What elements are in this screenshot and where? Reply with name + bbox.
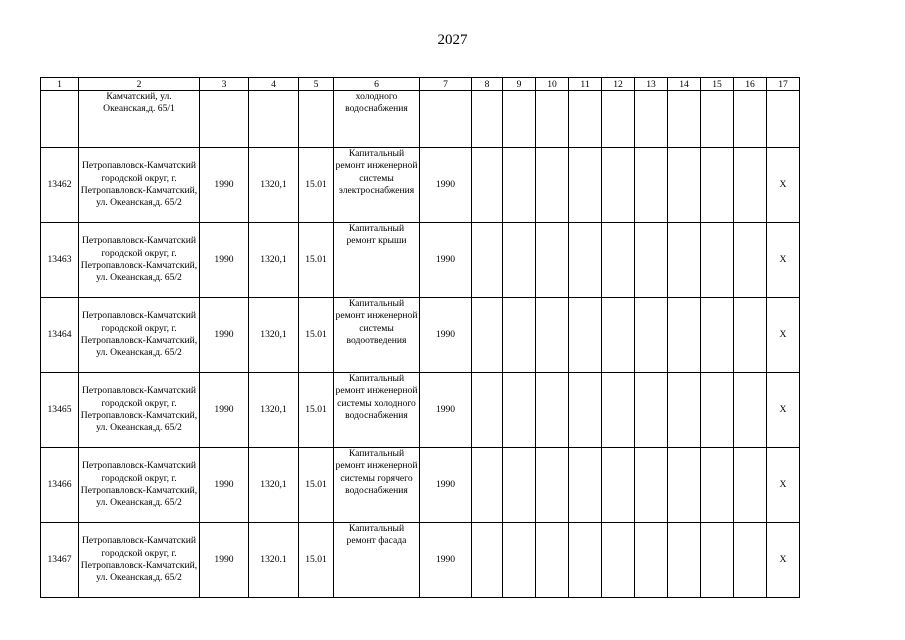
cell-empty	[569, 148, 602, 223]
table-row	[41, 148, 800, 223]
row-year-2: 1990	[420, 448, 472, 523]
column-header: 8	[472, 78, 503, 91]
cell-empty	[249, 91, 299, 148]
column-header: 13	[635, 78, 668, 91]
table-row	[41, 373, 800, 448]
cell-empty	[635, 148, 668, 223]
table-row	[41, 448, 800, 523]
row-year-2: 1990	[420, 223, 472, 298]
row-year: 1990	[200, 523, 249, 598]
column-header: 9	[503, 78, 536, 91]
cell-empty	[668, 448, 701, 523]
row-mark: X	[767, 223, 800, 298]
cell-empty	[668, 373, 701, 448]
cell-empty	[668, 223, 701, 298]
table-row	[41, 298, 800, 373]
cell-empty	[767, 91, 800, 148]
column-header: 2	[79, 78, 200, 91]
cell-empty	[602, 448, 635, 523]
cell-empty	[734, 91, 767, 148]
continuation-row	[41, 91, 800, 148]
row-year-2: 1990	[420, 523, 472, 598]
row-address: Петропавловск-Камчатский городской округ, г. Петропавловск-Камчатский, ул. Океанская,д. 65/2	[79, 448, 200, 523]
cell-empty	[701, 148, 734, 223]
row-area: 1320,1	[249, 148, 299, 223]
row-year: 1990	[200, 373, 249, 448]
row-year: 1990	[200, 298, 249, 373]
cell-empty	[701, 298, 734, 373]
column-header: 17	[767, 78, 800, 91]
cell-empty	[569, 448, 602, 523]
cell-empty	[536, 523, 569, 598]
row-work: Капитальный ремонт крыши	[334, 223, 420, 298]
cell-empty	[472, 91, 503, 148]
cell-empty	[503, 373, 536, 448]
row-id: 13464	[41, 298, 79, 373]
cell-empty	[668, 523, 701, 598]
row-year-2: 1990	[420, 373, 472, 448]
row-work: Капитальный ремонт инженерной системы водоотведения	[334, 298, 420, 373]
row-mark: X	[767, 373, 800, 448]
table-row	[41, 523, 800, 598]
cell-empty	[668, 91, 701, 148]
cell-empty	[734, 223, 767, 298]
cell-empty	[734, 523, 767, 598]
row-mark: X	[767, 448, 800, 523]
cell-empty	[472, 448, 503, 523]
row-work: Капитальный ремонт фасада	[334, 523, 420, 598]
cell-empty	[472, 298, 503, 373]
cell-empty	[602, 523, 635, 598]
column-header: 15	[701, 78, 734, 91]
cell-empty	[420, 91, 472, 148]
cell-empty	[472, 223, 503, 298]
column-header: 6	[334, 78, 420, 91]
cell-empty	[635, 298, 668, 373]
cell-empty	[569, 298, 602, 373]
cell-empty	[503, 298, 536, 373]
cell-empty	[503, 523, 536, 598]
cell-empty	[200, 91, 249, 148]
row-code: 15.01	[299, 373, 334, 448]
column-header: 3	[200, 78, 249, 91]
cell-empty	[536, 373, 569, 448]
column-header: 5	[299, 78, 334, 91]
column-header: 12	[602, 78, 635, 91]
cell-empty	[635, 448, 668, 523]
row-address: Петропавловск-Камчатский городской округ, г. Петропавловск-Камчатский, ул. Океанская,д. 65/2	[79, 298, 200, 373]
table-row	[41, 223, 800, 298]
cell-empty	[602, 91, 635, 148]
row-work: Капитальный ремонт инженерной системы холодного водоснабжения	[334, 373, 420, 448]
row-year: 1990	[200, 448, 249, 523]
row-work: Капитальный ремонт инженерной системы горячего водоснабжения	[334, 448, 420, 523]
cell-empty	[536, 223, 569, 298]
cell-empty	[536, 148, 569, 223]
cell-empty	[635, 523, 668, 598]
cell-empty	[602, 298, 635, 373]
cell-empty	[299, 91, 334, 148]
row-address: Петропавловск-Камчатский городской округ, г. Петропавловск-Камчатский, ул. Океанская,д. 65/2	[79, 148, 200, 223]
row-code: 15.01	[299, 448, 334, 523]
cell-empty	[635, 223, 668, 298]
row-address: Петропавловск-Камчатский городской округ, г. Петропавловск-Камчатский, ул. Океанская,д. 65/2	[79, 523, 200, 598]
cell-empty	[472, 373, 503, 448]
cell-empty	[668, 298, 701, 373]
cell-empty	[734, 148, 767, 223]
cell-empty	[472, 148, 503, 223]
header-row	[41, 78, 800, 91]
repair-schedule-table	[40, 77, 800, 598]
row-address: Петропавловск-Камчатский городской округ, г. Петропавловск-Камчатский, ул. Океанская,д. 65/2	[79, 373, 200, 448]
cell-empty	[569, 91, 602, 148]
row-code: 15.01	[299, 523, 334, 598]
row-year-2: 1990	[420, 298, 472, 373]
row-id: 13467	[41, 523, 79, 598]
cell-empty	[602, 148, 635, 223]
cell-empty	[701, 523, 734, 598]
cell-empty	[701, 448, 734, 523]
column-header: 10	[536, 78, 569, 91]
cell-empty	[635, 91, 668, 148]
cell-empty	[536, 298, 569, 373]
cell-empty	[503, 223, 536, 298]
row-id: 13466	[41, 448, 79, 523]
cell-empty	[734, 448, 767, 523]
cell-empty	[734, 373, 767, 448]
cell-empty	[536, 448, 569, 523]
row-area: 1320,1	[249, 223, 299, 298]
cell-empty	[472, 523, 503, 598]
row-mark: X	[767, 523, 800, 598]
row-work: Капитальный ремонт инженерной системы электроснабжения	[334, 148, 420, 223]
row-mark: X	[767, 298, 800, 373]
cell-empty	[569, 373, 602, 448]
row-id: 13463	[41, 223, 79, 298]
cell-empty	[701, 223, 734, 298]
column-header: 16	[734, 78, 767, 91]
page-number: 2027	[437, 32, 468, 48]
row-year: 1990	[200, 223, 249, 298]
cell-empty	[602, 223, 635, 298]
cell-empty	[569, 223, 602, 298]
row-area: 1320.1	[249, 523, 299, 598]
cell-empty	[503, 448, 536, 523]
row-code: 15.01	[299, 298, 334, 373]
cell-empty	[701, 91, 734, 148]
continuation-work: холодного водоснабжения	[334, 91, 420, 148]
cell-empty	[602, 373, 635, 448]
row-code: 15.01	[299, 223, 334, 298]
cell-empty	[41, 91, 79, 148]
row-year: 1990	[200, 148, 249, 223]
column-header: 7	[420, 78, 472, 91]
column-header: 14	[668, 78, 701, 91]
row-address: Петропавловск-Камчатский городской округ, г. Петропавловск-Камчатский, ул. Океанская,д. 65/2	[79, 223, 200, 298]
cell-empty	[734, 298, 767, 373]
row-code: 15.01	[299, 148, 334, 223]
column-header: 1	[41, 78, 79, 91]
column-header: 11	[569, 78, 602, 91]
row-area: 1320,1	[249, 373, 299, 448]
row-area: 1320,1	[249, 298, 299, 373]
cell-empty	[503, 91, 536, 148]
row-id: 13462	[41, 148, 79, 223]
row-year-2: 1990	[420, 148, 472, 223]
cell-empty	[503, 148, 536, 223]
column-header: 4	[249, 78, 299, 91]
continuation-address: Камчатский, ул. Океанская,д. 65/1	[79, 91, 200, 148]
cell-empty	[701, 373, 734, 448]
cell-empty	[569, 523, 602, 598]
row-id: 13465	[41, 373, 79, 448]
cell-empty	[536, 91, 569, 148]
row-mark: X	[767, 148, 800, 223]
cell-empty	[635, 373, 668, 448]
cell-empty	[668, 148, 701, 223]
row-area: 1320,1	[249, 448, 299, 523]
